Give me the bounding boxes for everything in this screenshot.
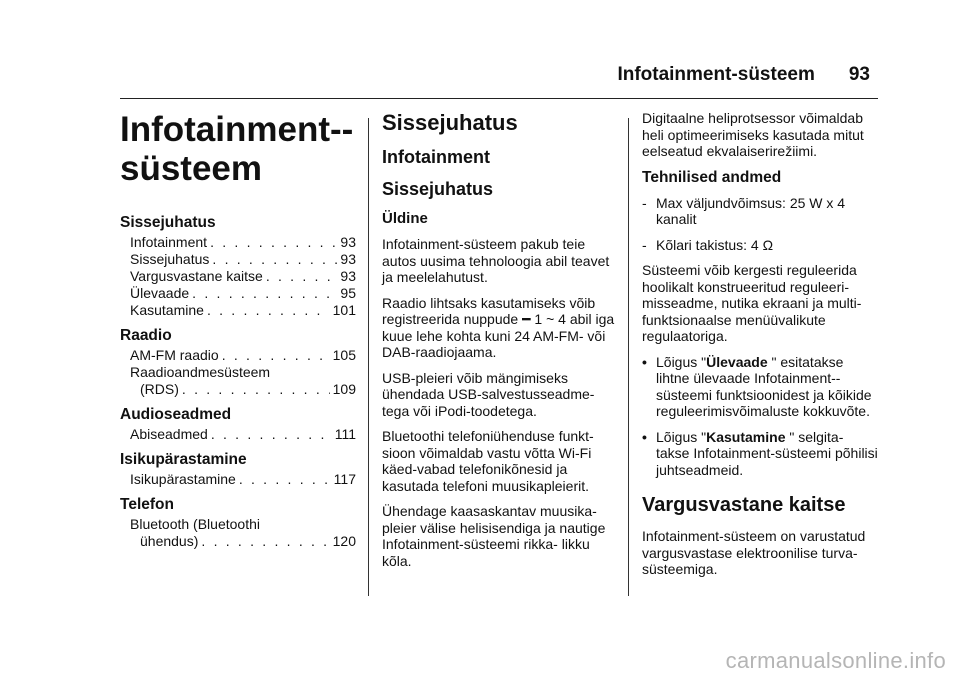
toc-entry-page: 93	[340, 251, 356, 267]
column-divider-left	[368, 118, 369, 596]
toc-heading: Raadio	[120, 327, 172, 344]
intro-column	[382, 110, 618, 578]
toc-entry-title: Ülevaade	[130, 285, 190, 301]
toc-entry[interactable]	[120, 426, 356, 443]
paragraph: Digitaalne heliprotsessor võimaldab heli optimeerimiseks kasutada mitut eelseatud ekvalaiserirežiimi.	[642, 110, 864, 159]
section-heading: Sissejuhatus	[382, 110, 518, 135]
toc-entry-title: Infotainment	[130, 234, 208, 250]
paragraph: Raadio lihtsaks kasutamiseks võib registreerida nuppude ━ 1 ~ 4 abil iga kuue lehe kohta kuni 24 AM-FM- või DAB-raadiojaama.	[382, 294, 615, 360]
subsection-heading: Sissejuhatus	[382, 179, 494, 199]
toc-entry[interactable]	[120, 471, 356, 488]
bullet-item: • Lõigus "Ülevaade " esitatakse lihtne ülevaade Infotainment-- süsteemi funktsioonidest ja kõikide reguleerimisvõimaluste kokkuvõte.	[642, 353, 872, 419]
chapter-title	[120, 110, 356, 188]
page-number: 93	[848, 64, 870, 85]
toc-section	[120, 214, 356, 319]
paragraph: USB-pleieri võib mängimiseks ühendada USB-salvestusseadme- tega või iPodi-toodetega.	[382, 369, 595, 419]
leader-dots	[201, 533, 329, 550]
link-usage[interactable]: Kasutamine	[706, 428, 786, 445]
paragraph: Infotainment-süsteem pakub teie autos uusima tehnoloogia abil teavet ja meelelahutust.	[382, 236, 610, 285]
toc-entry-title: Vargusvastane kaitse	[130, 268, 263, 284]
paragraph: Bluetoothi telefoniühenduse funkt- sioon võimaldab vastu võtta Wi-Fi käed-vabad telefonikõnesid ja kasutada telefoni muusikapleierit.	[382, 428, 594, 494]
leader-dots	[239, 471, 331, 488]
toc-entry[interactable]	[120, 302, 356, 319]
details-column	[642, 110, 880, 587]
toc-entry-page: 93	[340, 268, 356, 284]
toc-entry-title: Abiseadmed	[130, 426, 208, 442]
toc-heading: Telefon	[120, 496, 174, 513]
minor-heading: Tehnilised andmed	[642, 168, 782, 186]
leader-dots	[192, 285, 337, 302]
toc-entry-title: AM-FM raadio	[130, 347, 219, 363]
toc-entry-page: 105	[332, 347, 356, 363]
toc-entry-page: 117	[333, 471, 356, 487]
chapter-title-line1: Infotainment--	[120, 110, 354, 149]
paragraph: Süsteemi võib kergesti reguleerida hoolikalt konstrueeritud reguleeri- misseadme, nutika ekraani ja multi- funktsionaalse menüüvalikute regulaatoriga.	[642, 262, 862, 344]
bullet-item: • Lõigus "Kasutamine " selgita- takse Infotainment-süsteemi põhilisi juhtseadmeid.	[642, 428, 878, 478]
spec-item: - Max väljundvõimsus: 25 W x 4 kanalit	[642, 194, 846, 227]
toc-entry-title: Bluetooth (Bluetoothi	[130, 516, 260, 532]
toc-entry-page: 120	[332, 533, 356, 549]
link-overview[interactable]: Ülevaade	[706, 353, 768, 370]
toc-heading: Isikupärastamine	[120, 451, 247, 468]
leader-dots	[210, 234, 337, 251]
paragraph: Ühendage kaasaskantav muusika- pleier välise helisisendiga ja nautige Infotainment-süsteemi rikka- likku kõla.	[382, 503, 606, 569]
leader-dots	[211, 426, 332, 443]
toc-section	[120, 327, 356, 398]
leader-dots	[207, 302, 330, 319]
column-divider-right	[628, 118, 629, 596]
leader-dots	[222, 347, 330, 364]
toc-entry[interactable]	[120, 251, 356, 268]
toc-column	[120, 110, 356, 558]
toc-entry-title: Raadioandmesüsteem	[130, 364, 271, 380]
toc-entry[interactable]	[120, 285, 356, 302]
page-header	[617, 64, 870, 86]
toc-entry-title-cont: ühendus)	[140, 533, 199, 549]
paragraph: Infotainment-süsteem on varustatud vargusvastase elektroonilise turva- süsteemiga.	[642, 528, 866, 577]
toc-entry-title-cont: (RDS)	[140, 381, 179, 397]
toc-entry[interactable]	[120, 347, 356, 364]
spec-item: - Kõlari takistus: 4 Ω	[642, 236, 774, 253]
minor-heading: Üldine	[382, 210, 428, 227]
toc-section	[120, 496, 356, 550]
toc-entry-page: 93	[340, 234, 356, 250]
toc-section	[120, 451, 356, 488]
toc-entry[interactable]	[120, 234, 356, 251]
toc-entry-page: 111	[334, 426, 356, 442]
leader-dots	[182, 381, 330, 398]
toc-entry[interactable]	[120, 268, 356, 285]
subsection-heading: Infotainment	[382, 147, 490, 167]
toc-entry-page: 95	[340, 285, 356, 301]
toc-entry[interactable]	[120, 516, 356, 550]
leader-dots	[266, 268, 338, 285]
toc-heading: Sissejuhatus	[120, 214, 216, 231]
toc-entry-page: 101	[332, 302, 356, 318]
header-rule	[120, 98, 878, 99]
section-heading: Vargusvastane kaitse	[642, 494, 846, 516]
toc-heading: Audioseadmed	[120, 406, 232, 423]
toc-entry-title: Kasutamine	[130, 302, 204, 318]
toc-entry-page: 109	[332, 381, 356, 397]
chapter-title-line2: süsteem	[120, 149, 263, 188]
toc-section	[120, 406, 356, 443]
toc-entry[interactable]	[120, 364, 356, 398]
toc-entry-title: Sissejuhatus	[130, 251, 210, 267]
toc-entry-title: Isikupärastamine	[130, 471, 236, 487]
watermark: carmanualsonline.info	[725, 648, 946, 673]
running-header-title: Infotainment-süsteem	[617, 64, 815, 85]
leader-dots	[212, 251, 337, 268]
